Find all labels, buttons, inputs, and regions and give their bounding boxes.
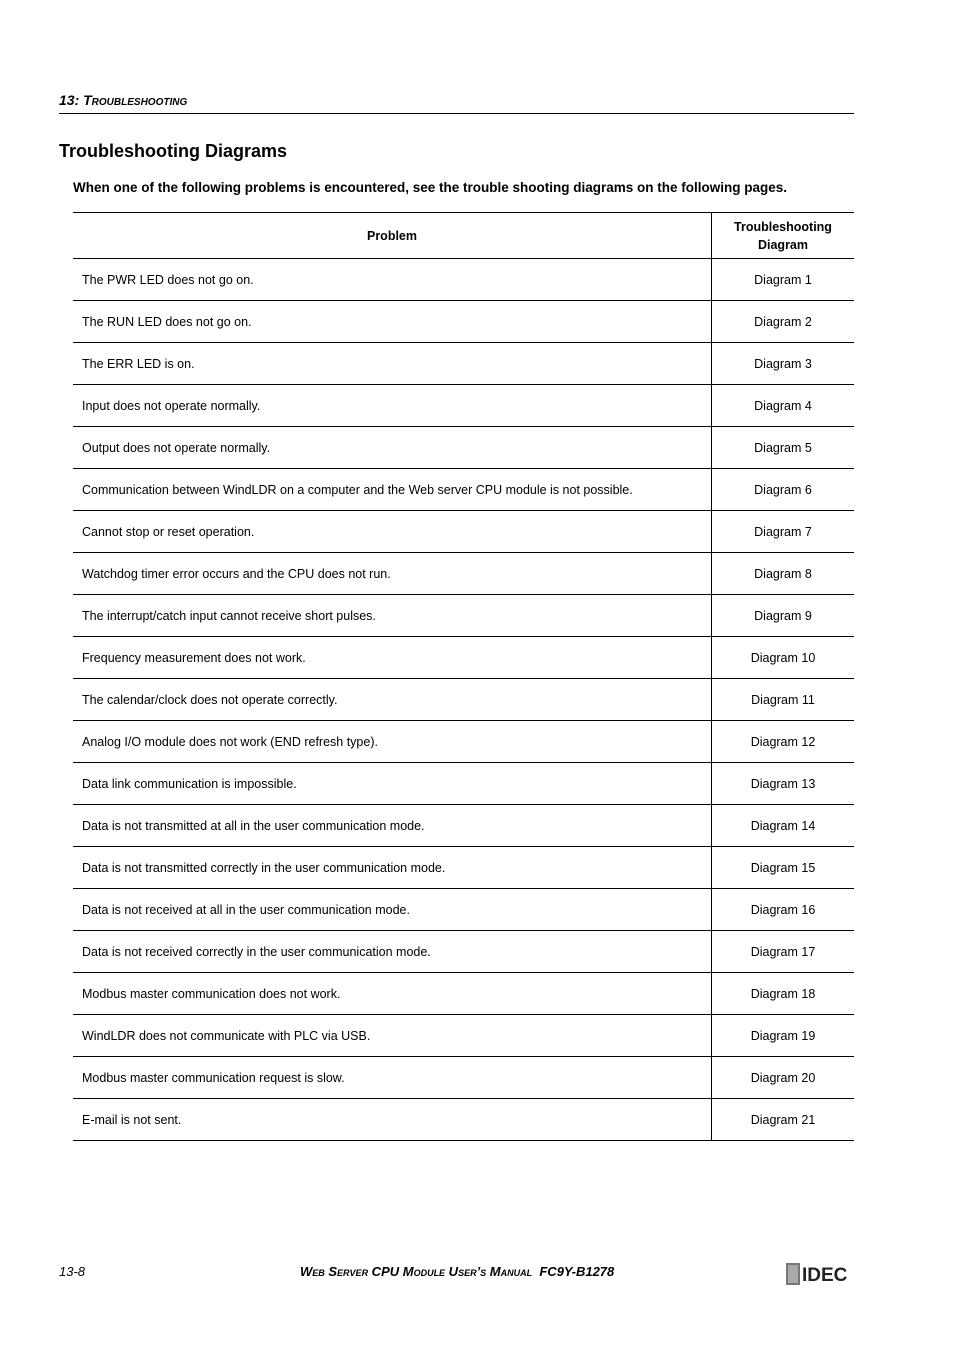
diagram-cell: Diagram 21: [712, 1099, 855, 1141]
problem-cell: E-mail is not sent.: [73, 1099, 712, 1141]
diagram-cell: Diagram 14: [712, 805, 855, 847]
diagram-cell: Diagram 6: [712, 469, 855, 511]
table-row: [73, 1015, 854, 1057]
diagram-cell: Diagram 18: [712, 973, 855, 1015]
problem-cell: Cannot stop or reset operation.: [73, 511, 712, 553]
table-row: [73, 973, 854, 1015]
diagram-cell: Diagram 2: [712, 301, 855, 343]
problem-cell: The interrupt/catch input cannot receive short pulses.: [73, 595, 712, 637]
table-body: [73, 259, 854, 1141]
diagram-cell: Diagram 10: [712, 637, 855, 679]
manual-footer: [300, 1264, 655, 1279]
problem-cell: Output does not operate normally.: [73, 427, 712, 469]
problem-cell: Frequency measurement does not work.: [73, 637, 712, 679]
table-row: [73, 847, 854, 889]
table-row: [73, 343, 854, 385]
manual-code: FC9Y-B1278: [539, 1264, 615, 1279]
problem-cell: The calendar/clock does not operate correctly.: [73, 679, 712, 721]
logo-text: IDEC: [802, 1265, 848, 1286]
diagram-cell: Diagram 9: [712, 595, 855, 637]
problem-cell: The ERR LED is on.: [73, 343, 712, 385]
diagram-cell: Diagram 20: [712, 1057, 855, 1099]
problem-cell: Watchdog timer error occurs and the CPU does not run.: [73, 553, 712, 595]
diagram-cell: Diagram 19: [712, 1015, 855, 1057]
diagram-cell: Diagram 11: [712, 679, 855, 721]
table-row: [73, 1099, 854, 1141]
manual-title: Web Server CPU Module User’s Manual: [300, 1264, 533, 1279]
diagram-cell: Diagram 15: [712, 847, 855, 889]
table-row: [73, 427, 854, 469]
page-number: 13-8: [59, 1264, 86, 1279]
idec-logo: [786, 1262, 856, 1286]
table-row: [73, 1057, 854, 1099]
problem-cell: Data is not transmitted correctly in the user communication mode.: [73, 847, 712, 889]
table-row: [73, 301, 854, 343]
table-row: [73, 259, 854, 301]
troubleshooting-table: [73, 212, 854, 1141]
table-row: [73, 637, 854, 679]
diagram-cell: Diagram 12: [712, 721, 855, 763]
table-row: [73, 511, 854, 553]
chapter-title: Troubleshooting: [83, 92, 188, 108]
column-header-problem: Problem: [73, 213, 712, 259]
problem-cell: WindLDR does not communicate with PLC via USB.: [73, 1015, 712, 1057]
problem-cell: The RUN LED does not go on.: [73, 301, 712, 343]
diagram-cell: Diagram 1: [712, 259, 855, 301]
table-row: [73, 889, 854, 931]
table-row: [73, 553, 854, 595]
problem-cell: Data is not received at all in the user communication mode.: [73, 889, 712, 931]
diagram-cell: Diagram 16: [712, 889, 855, 931]
table-row: [73, 721, 854, 763]
problem-cell: Analog I/O module does not work (END refresh type).: [73, 721, 712, 763]
table-row: [73, 931, 854, 973]
diagram-cell: Diagram 4: [712, 385, 855, 427]
problem-cell: Data is not received correctly in the user communication mode.: [73, 931, 712, 973]
table-row: [73, 679, 854, 721]
diagram-cell: Diagram 7: [712, 511, 855, 553]
problem-cell: Data link communication is impossible.: [73, 763, 712, 805]
table-header-row: [73, 213, 854, 259]
intro-text: When one of the following problems is encountered, see the trouble shooting diagrams on the following pages.: [73, 180, 788, 195]
problem-cell: The PWR LED does not go on.: [73, 259, 712, 301]
problem-cell: Modbus master communication request is slow.: [73, 1057, 712, 1099]
problem-cell: Communication between WindLDR on a computer and the Web server CPU module is not possible.: [73, 469, 712, 511]
diagram-cell: Diagram 3: [712, 343, 855, 385]
problem-cell: Input does not operate normally.: [73, 385, 712, 427]
table-row: [73, 763, 854, 805]
column-header-diagram: Troubleshooting Diagram: [712, 213, 855, 259]
diagram-cell: Diagram 13: [712, 763, 855, 805]
diagram-cell: Diagram 5: [712, 427, 855, 469]
chapter-number: 13:: [59, 92, 80, 108]
table-row: [73, 595, 854, 637]
problem-cell: Modbus master communication does not work.: [73, 973, 712, 1015]
table-row: [73, 805, 854, 847]
diagram-cell: Diagram 8: [712, 553, 855, 595]
table-row: [73, 469, 854, 511]
diagram-cell: Diagram 17: [712, 931, 855, 973]
section-title: Troubleshooting Diagrams: [59, 141, 288, 161]
problem-cell: Data is not transmitted at all in the user communication mode.: [73, 805, 712, 847]
chapter-header: [59, 92, 854, 114]
table-row: [73, 385, 854, 427]
